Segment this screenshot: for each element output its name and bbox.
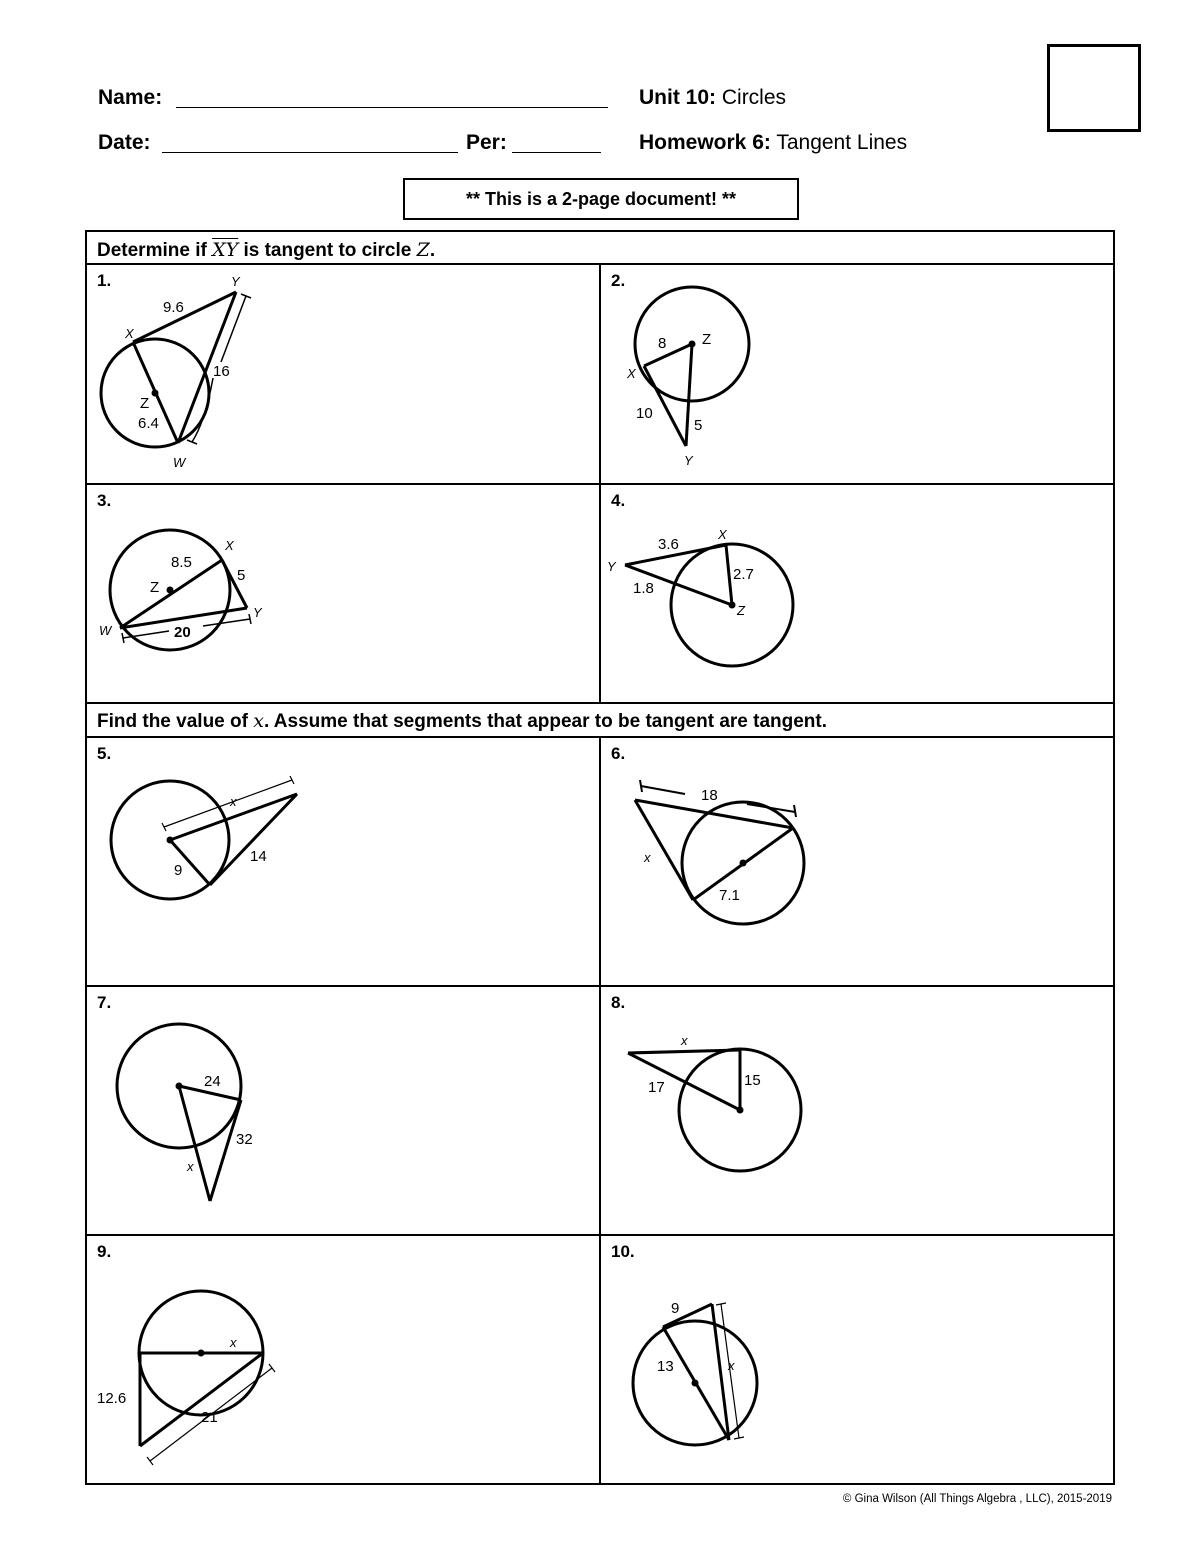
problem-4-diagram xyxy=(605,525,805,670)
diagram-label: W xyxy=(99,623,112,638)
score-box[interactable] xyxy=(1047,44,1141,132)
diagram-label: 7.1 xyxy=(719,887,740,904)
diagram-label: 16 xyxy=(213,363,230,380)
diagram-label: W xyxy=(173,455,186,470)
diagram-label: Y xyxy=(231,274,240,289)
diagram-label: 5 xyxy=(237,567,246,584)
diagram-label: Z xyxy=(140,395,150,412)
diagram-label: Z xyxy=(737,603,745,618)
date-field[interactable] xyxy=(162,152,458,153)
problem-number: 9. xyxy=(97,1242,112,1261)
diagram-label: 2.7 xyxy=(733,566,754,583)
diagram-label: x xyxy=(230,794,237,809)
diagram-label: 6.4 xyxy=(138,415,159,432)
diagram-label: 32 xyxy=(236,1131,253,1148)
diagram-label: 21 xyxy=(201,1409,218,1426)
problem-number: 5. xyxy=(97,744,112,763)
problem-1-diagram xyxy=(95,270,270,475)
diagram-label: Z xyxy=(150,579,160,596)
diagram-label: 15 xyxy=(744,1072,761,1089)
diagram-label: 14 xyxy=(250,848,267,865)
diagram-label: Z xyxy=(702,331,712,348)
problem-number: 10. xyxy=(611,1242,635,1261)
diagram-label: x xyxy=(644,850,651,865)
diagram-label: x xyxy=(681,1033,688,1048)
problem-7-diagram xyxy=(105,1015,265,1210)
diagram-label: x xyxy=(728,1358,735,1373)
diagram-label: Y xyxy=(253,605,262,620)
problem-number: 1. xyxy=(97,271,112,290)
per-label: Per: xyxy=(466,131,507,154)
date-label: Date: xyxy=(98,131,151,154)
problem-number: 2. xyxy=(611,271,626,290)
diagram-label: 18 xyxy=(701,787,718,804)
diagram-label: x xyxy=(187,1159,194,1174)
diagram-label: X xyxy=(627,366,636,381)
diagram-label: 8 xyxy=(658,335,667,352)
problem-5-diagram xyxy=(100,765,310,910)
name-field[interactable] xyxy=(176,107,608,108)
diagram-label: Y xyxy=(607,559,616,574)
period-field[interactable] xyxy=(512,152,601,153)
diagram-label: 9 xyxy=(671,1300,680,1317)
diagram-label: X xyxy=(225,538,234,553)
diagram-label: X xyxy=(718,527,727,542)
problem-number: 6. xyxy=(611,744,626,763)
problem-3-diagram xyxy=(95,530,275,660)
diagram-label: 24 xyxy=(204,1073,221,1090)
homework-heading: Homework 6: Tangent Lines xyxy=(639,131,908,154)
problem-9-diagram xyxy=(95,1285,295,1470)
diagram-label: 5 xyxy=(694,417,703,434)
diagram-label: 8.5 xyxy=(171,554,192,571)
diagram-label: 20 xyxy=(174,624,191,641)
diagram-label: 1.8 xyxy=(633,580,654,597)
unit-heading: Unit 10: Circles xyxy=(639,86,787,109)
diagram-label: 9 xyxy=(174,862,183,879)
problem-8-diagram xyxy=(620,1030,810,1180)
diagram-label: x xyxy=(230,1335,237,1350)
section2-instructions: Find the value of x. Assume that segments that appear to be tangent are tangent. xyxy=(97,710,828,732)
problem-2-diagram xyxy=(620,280,765,475)
section1-instructions: Determine if $\overline{XY}$ is tangent to circle Z. xyxy=(97,239,436,261)
diagram-label: 3.6 xyxy=(658,536,679,553)
problem-10-diagram xyxy=(625,1295,775,1455)
problem-number: 7. xyxy=(97,993,112,1012)
copyright-notice: © Gina Wilson (All Things Algebra , LLC), 2015-2019 xyxy=(842,1493,1112,1505)
diagram-label: 10 xyxy=(636,405,653,422)
name-label: Name: xyxy=(98,86,163,109)
two-page-banner: ** This is a 2-page document! ** xyxy=(403,178,799,220)
diagram-label: 12.6 xyxy=(97,1390,127,1407)
diagram-label: 17 xyxy=(648,1079,665,1096)
diagram-label: X xyxy=(125,326,134,341)
problem-6-diagram xyxy=(625,770,815,935)
problem-number: 4. xyxy=(611,491,626,510)
problem-number: 8. xyxy=(611,993,626,1012)
diagram-label: 13 xyxy=(657,1358,674,1375)
diagram-label: 9.6 xyxy=(163,299,184,316)
diagram-label: Y xyxy=(684,453,693,468)
problem-number: 3. xyxy=(97,491,112,510)
